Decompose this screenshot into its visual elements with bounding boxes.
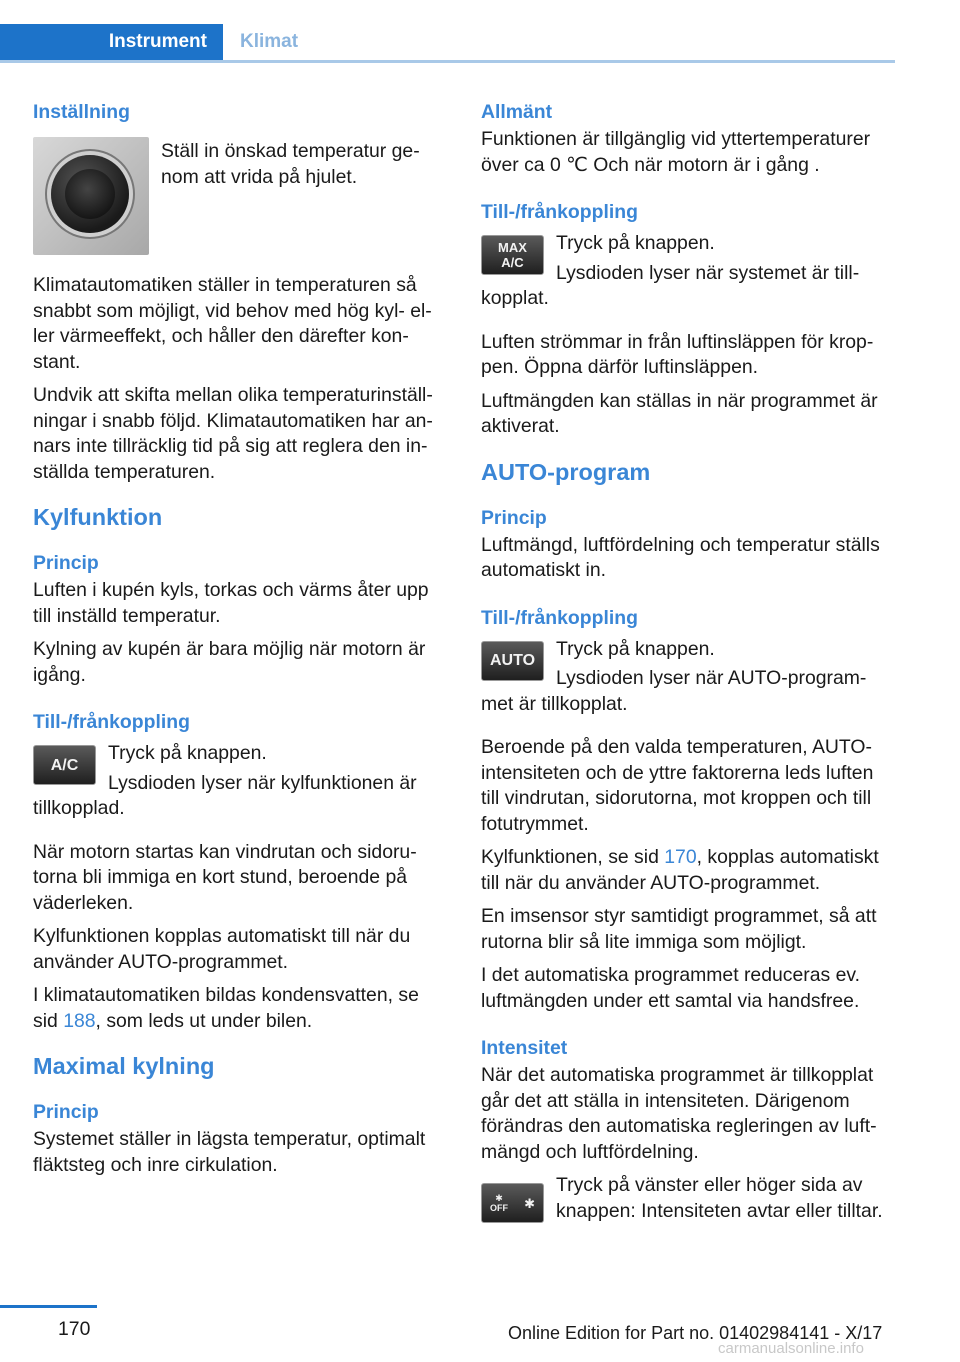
intensity-button-image (481, 1183, 544, 1223)
edition-footer: Online Edition for Part no. 01402984141 - X/17 (508, 1323, 883, 1343)
paragraph: När det automatiska programmet är tillkopplat går det att ställa in intensiteten. Därigenom förändras den automatiska regleringen av luft- mängd och luftfördelning. (481, 1064, 877, 1163)
max-instruction-2: Lysdioden lyser när systemet är till- kopplat. (481, 261, 860, 309)
heading-till-franskoppling: Till-/frånkoppling (33, 711, 190, 733)
heading-princip: Princip (33, 552, 99, 574)
footer-rule (0, 1305, 97, 1308)
heading-installning: Inställning (33, 101, 130, 123)
tab-divider (0, 60, 895, 63)
right-column (481, 100, 895, 1232)
page-link-170[interactable]: 170 (664, 846, 697, 868)
temperature-wheel-image (33, 137, 149, 255)
heading-princip: Princip (481, 506, 547, 529)
fan-off-icon: ✱ OFF (490, 1193, 509, 1213)
paragraph: Beroende på den valda temperaturen, AUTO- intensiteten och de yttre faktorerna leds luften till vindrutan, sidorutorna, mot kroppen och till fotutrymmet. (481, 736, 874, 835)
heading-auto-program: AUTO-program (481, 458, 651, 485)
heading-intensitet: Intensitet (481, 1037, 568, 1059)
heading-kylfunktion: Kylfunktion (33, 504, 163, 530)
paragraph: Kylfunktionen kopplas automatiskt till när du använder AUTO-programmet. (33, 925, 411, 973)
heading-princip: Princip (33, 1101, 99, 1123)
knob-icon (33, 137, 149, 255)
paragraph: Funktionen är tillgänglig vid yttertemperaturer över ca 0 ℃ Och när motorn är i gång . (481, 128, 871, 176)
page-number: 170 (58, 1318, 91, 1340)
ac-button-image (33, 745, 96, 785)
paragraph: När motorn startas kan vindrutan och sidoru- torna bli immiga en kort stund, beroende på väderleken. (33, 840, 417, 914)
max-instruction-1: Tryck på knappen. (556, 232, 715, 254)
paragraph: Luften i kupén kyls, torkas och värms åter upp till inställd temperatur. (33, 579, 429, 627)
left-column (33, 100, 445, 1186)
ac-instruction-2: Lysdioden lyser när kylfunktionen är tillkopplad. (33, 771, 417, 819)
paragraph: Systemet ställer in lägsta temperatur, optimalt fläktsteg och inre cirkulation. (33, 1128, 426, 1176)
ac-instruction-1: Tryck på knappen. (108, 742, 267, 764)
intensity-button-icon (481, 1183, 544, 1223)
heading-maximal-kylning: Maximal kylning (33, 1053, 215, 1079)
paragraph: Kylfunktionen, se sid 170, kopplas automatiskt till när du använder AUTO-programmet. (481, 846, 879, 894)
chapter-tabs (0, 24, 895, 62)
auto-button-image (481, 641, 544, 681)
install-text: Ställ in önskad temperatur ge- nom att vrida på hjulet. (161, 140, 420, 188)
auto-instruction-1: Tryck på knappen. (556, 637, 715, 660)
heading-till-franskoppling: Till-/frånkoppling (481, 201, 638, 223)
watermark: carmanualsonline.info (718, 1340, 864, 1357)
paragraph: Undvik att skifta mellan olika temperaturinställ- ningar i snabb följd. Klimatautomatiken har an- nars inte tillräcklig tid på sig att reglera den in- ställda temperaturen. (33, 384, 433, 483)
ac-button-icon: A/C (33, 745, 96, 785)
paragraph: I det automatiska programmet reduceras ev. luftmängden under ett samtal via handsfree. (481, 964, 861, 1012)
paragraph: I klimatautomatiken bildas kondensvatten, se sid 188, som leds ut under bilen. (33, 984, 419, 1032)
paragraph: Luftmängd, luftfördelning och temperatur ställs automatiskt in. (481, 533, 880, 581)
paragraph: En imsensor styr samtidigt programmet, så att rutorna blir så lite immiga som möjligt. (481, 905, 877, 953)
tab-instrument[interactable]: Instrument (0, 24, 223, 60)
paragraph: Luften strömmar in från luftinsläppen för krop- pen. Öppna därför luftinsläppen. (481, 330, 874, 378)
heading-till-franskoppling: Till-/frånkoppling (481, 606, 638, 629)
fan-icon: ✱ (524, 1195, 535, 1211)
auto-instruction-2: Lysdioden lyser när AUTO-program- met är tillkopplat. (481, 667, 867, 715)
intensity-instruction: Tryck på vänster eller höger sida av knappen: Intensiteten avtar eller tilltar. (556, 1174, 883, 1222)
paragraph: Kylning av kupén är bara möjlig när motorn är igång. (33, 638, 426, 686)
paragraph: Luftmängden kan ställas in när programmet är aktiverat. (481, 389, 878, 437)
auto-button-icon: AUTO (481, 641, 544, 681)
max-ac-button-image (481, 235, 544, 275)
heading-allmant: Allmänt (481, 101, 553, 123)
tab-klimat[interactable]: Klimat (240, 31, 299, 52)
page-link-188[interactable]: 188 (63, 1009, 96, 1032)
paragraph: Klimatautomatiken ställer in temperaturen så snabbt som möjligt, vid behov med hög kyl- el- ler värmeeffekt, och håller den därefter kon- stant. (33, 274, 432, 373)
max-ac-button-icon: MAX A/C (481, 235, 544, 275)
